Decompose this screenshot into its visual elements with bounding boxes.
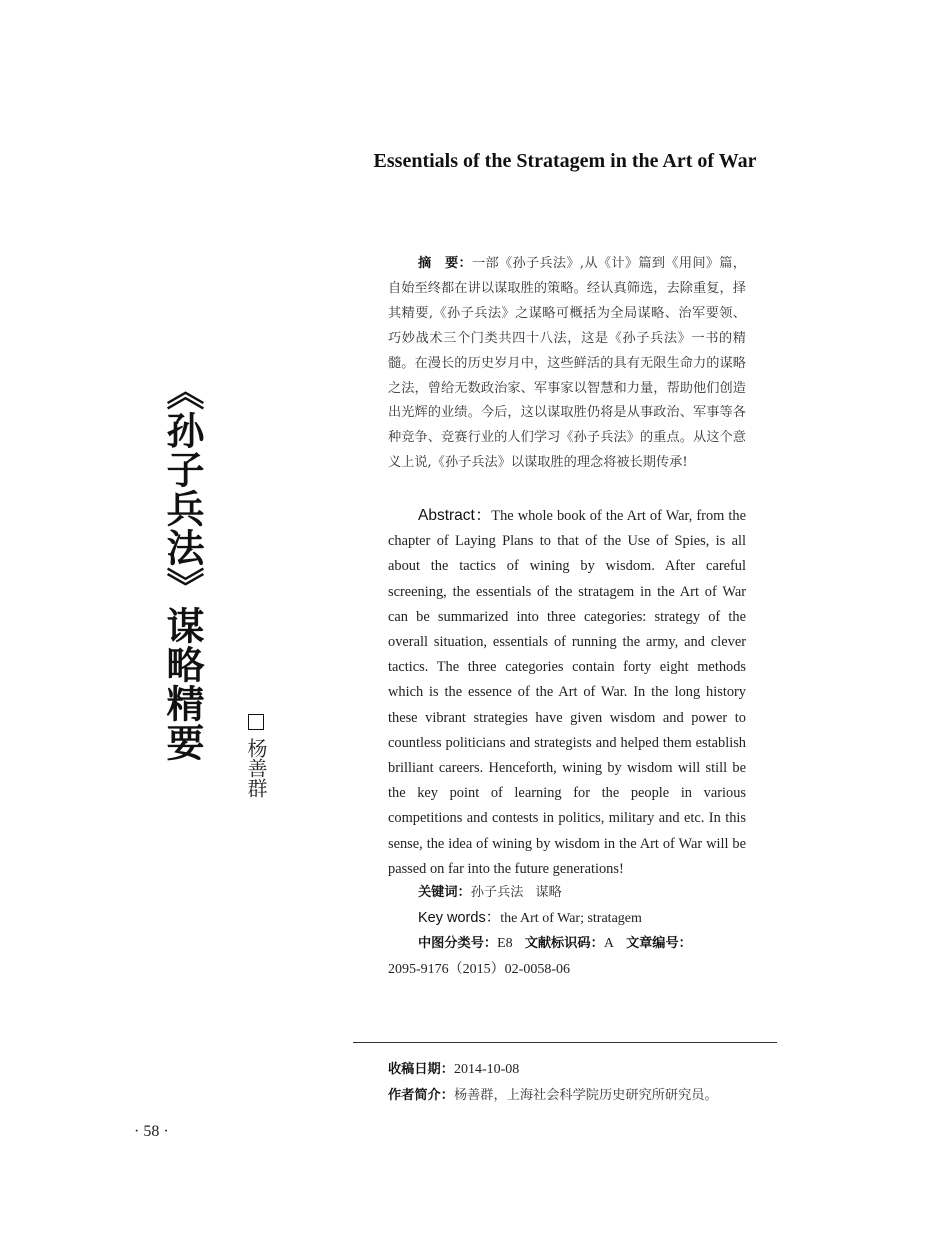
doc-code-label: 文献标识码： [524, 936, 604, 951]
abstract-english [388, 503, 746, 882]
chinese-title: 《孙子兵法》谋略精要 [160, 372, 204, 762]
doc-code-value: A [603, 936, 614, 951]
received-value: 2014-10-08 [453, 1062, 520, 1077]
author-block [244, 712, 268, 798]
abstract-en-label: Abstract： [418, 507, 492, 524]
article-no-line [388, 957, 758, 982]
clc-label: 中图分类号： [418, 936, 498, 951]
english-title: Essentials of the Stratagem in the Art of War [373, 150, 757, 172]
received-label: 收稿日期： [388, 1062, 454, 1077]
abstract-cn-label: 摘 要： [418, 256, 472, 271]
abstract-cn-text: 一部《孙子兵法》,从《计》篇到《用间》篇，自始至终都在讲以谋取胜的策略。经认真筛选，去除重复，择其精要,《孙子兵法》之谋略可概括为全局谋略、治军要领、巧妙战术三个门类共四十八法，这是《孙子兵法》一书的精髓。在漫长的历史岁月中，这些鲜活的具有无限生命力的谋略之法，曾给无数政治家、军事家以智慧和力量，帮助他们创造出光辉的业绩。今后，这以谋取胜仍将是从事政治、军事等各种竞争、竞赛行业的人们学习《孙子兵法》的重点。从这个意义上说,《孙子兵法》以谋取胜的理念将被长期传承! [388, 256, 746, 471]
author-bio-line [388, 1083, 758, 1108]
abstract-chinese [388, 252, 746, 476]
keywords-en-label: Key words： [418, 910, 501, 926]
received-date-line [388, 1057, 758, 1082]
keywords-cn-label: 关键词： [418, 885, 471, 900]
author-bio-label: 作者简介： [388, 1088, 454, 1103]
article-no-label: 文章编号： [625, 936, 692, 951]
author-name: 杨善群 [244, 738, 268, 798]
article-no-value: 2095-9176（2015）02-0058-06 [388, 962, 570, 977]
author-bio-value: 杨善群，上海社会科学院历史研究所研究员。 [453, 1088, 718, 1103]
keywords-en-line [388, 906, 788, 931]
author-box-glyph [248, 714, 264, 730]
keywords-cn-line [388, 880, 788, 905]
keyword-cn-2: 谋略 [535, 885, 562, 900]
keyword-cn-1: 孙子兵法 [470, 885, 524, 900]
keywords-en-value: the Art of War; stratagem [500, 911, 642, 926]
abstract-en-text: The whole book of the Art of War, from the chapter of Laying Plans to that of the Use of Spies, is all about the tactics of wining by wisdom. After careful screening, the essentials of the stratagem in the Art of War can be summarized into three categories: strategy of the overall situation, essentials of running the army, and clever tactics. The three categories contain forty eight methods which is the essence of the Art of War. In the long history these vibrant strategies have given wisdom and power to countless politicians and strategists and helped them establish brilliant careers. Henceforth, wining by wisdom will still be the key point of learning for the people in various competitions and contests in politics, military and etc. In this sense, the idea of wining by wisdom in the Art of War will be passed on far into the future generations! [388, 508, 746, 877]
clc-value: E8 [497, 936, 513, 951]
classification-line [388, 931, 788, 956]
footnote-divider [353, 1042, 777, 1043]
page-number: · 58 · [134, 1123, 169, 1140]
